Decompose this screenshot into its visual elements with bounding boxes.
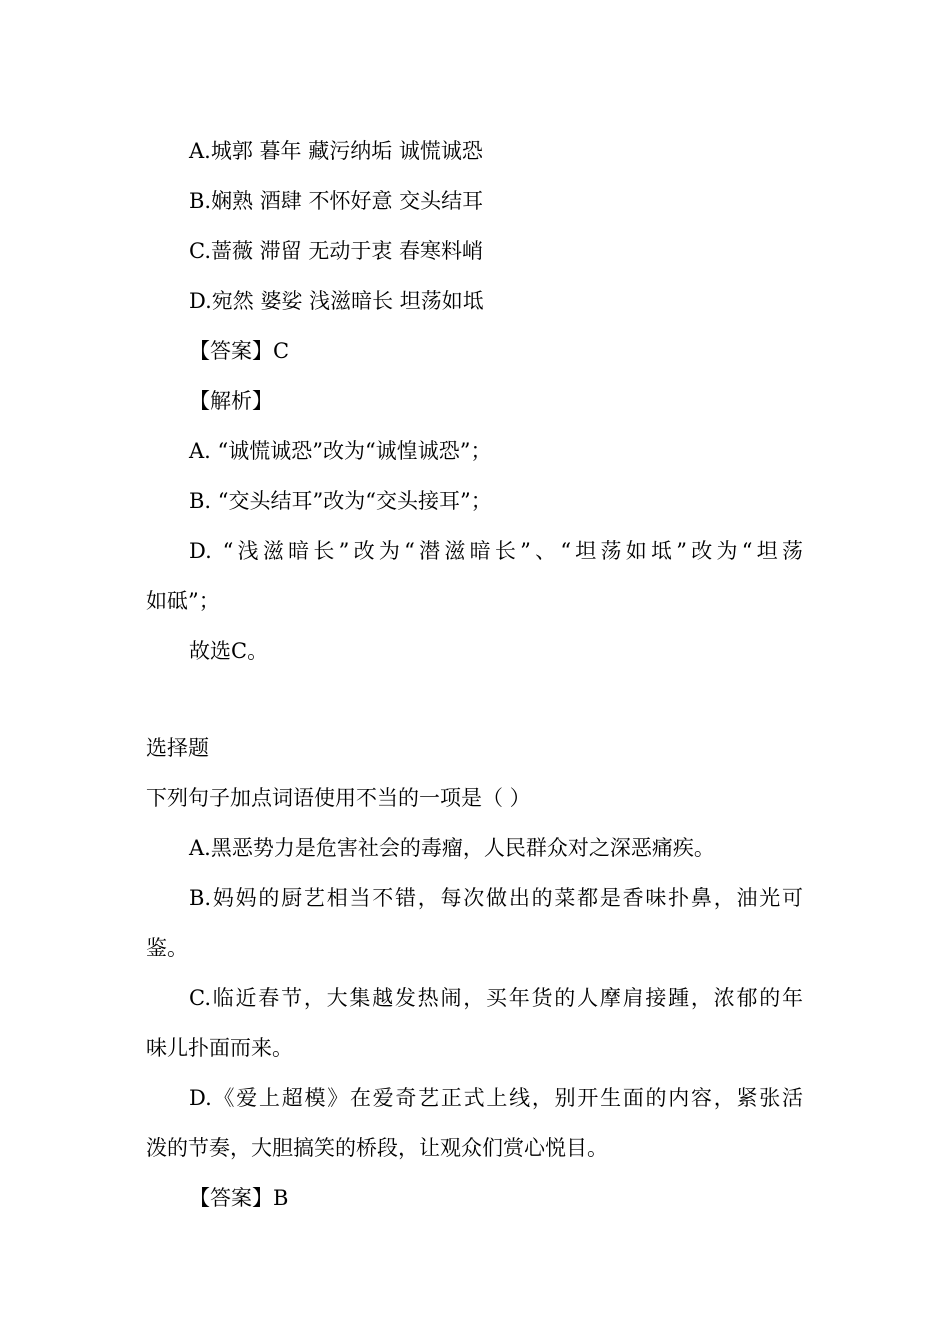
q1-option-d: D.宛然 婆娑 浅滋暗长 坦荡如坻 <box>189 289 484 313</box>
q1-analysis-a: A. “诚慌诚恐”改为“诚惶诚恐”； <box>189 439 492 463</box>
q1-option-c: C.蔷薇 滞留 无动于衷 春寒料峭 <box>189 239 484 263</box>
q2-option-d: D.《爱上超模》在爱奇艺正式上线，别开生面的内容，紧张活 <box>189 1086 803 1110</box>
q1-answer: 【答案】C <box>189 339 290 363</box>
q1-conclusion: 故选C。 <box>189 639 269 663</box>
q2-answer: 【答案】B <box>189 1186 289 1210</box>
q2-option-b-cont: 鉴。 <box>146 936 188 960</box>
q2-type: 选择题 <box>146 736 209 760</box>
q2-option-b: B.妈妈的厨艺相当不错，每次做出的菜都是香味扑鼻，油光可 <box>189 886 803 910</box>
q1-analysis-d: D. “浅滋暗长”改为“潜滋暗长”、“坦荡如坻”改为“坦荡 <box>189 539 803 563</box>
q1-analysis-title: 【解析】 <box>189 389 273 413</box>
q1-option-b: B.娴熟 酒肆 不怀好意 交头结耳 <box>189 189 484 213</box>
q1-analysis-b: B. “交头结耳”改为“交头接耳”； <box>189 489 492 513</box>
q2-option-d-cont: 泼的节奏，大胆搞笑的桥段，让观众们赏心悦目。 <box>146 1136 608 1160</box>
q2-option-c: C.临近春节，大集越发热闹，买年货的人摩肩接踵，浓郁的年 <box>189 986 803 1010</box>
q2-option-a: A.黑恶势力是危害社会的毒瘤，人民群众对之深恶痛疾。 <box>189 836 715 860</box>
q2-stem: 下列句子加点词语使用不当的一项是（ ） <box>146 786 531 810</box>
q2-option-c-cont: 味儿扑面而来。 <box>146 1036 293 1060</box>
q1-analysis-d-cont: 如砥”； <box>146 589 220 613</box>
q1-option-a: A.城郭 暮年 藏污纳垢 诚慌诚恐 <box>189 139 483 163</box>
